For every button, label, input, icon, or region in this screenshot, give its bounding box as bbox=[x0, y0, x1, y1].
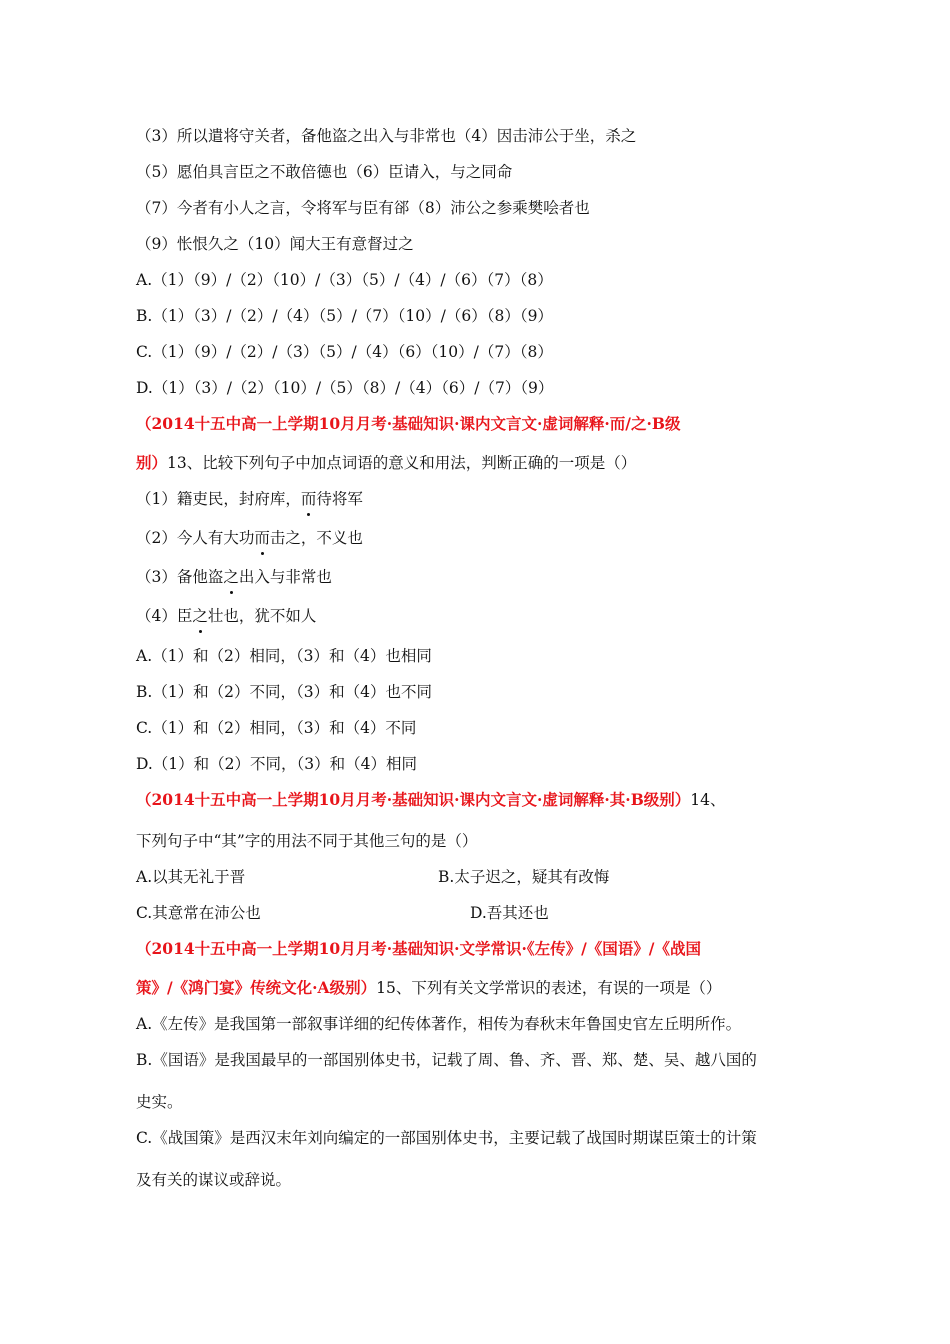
q15-option-b: B.《国语》是我国最早的一部国别体史书，记载了周、鲁、齐、晋、郑、楚、吴、越八国的 bbox=[136, 1051, 757, 1069]
q13-option-d: D.（1）和（2）不同，（3）和（4）相同 bbox=[136, 755, 417, 773]
q13-option-a: A.（1）和（2）相同，（3）和（4）也相同 bbox=[136, 647, 432, 665]
q15-source-tag: （2014十五中高一上学期10月月考·基础知识·文学常识·《左传》/《国语》/《战国 bbox=[136, 939, 701, 958]
q15-question-line bbox=[136, 977, 721, 999]
dotted-word: 而 bbox=[300, 490, 317, 508]
q15-option-c: C.《战国策》是西汉末年刘向编定的一部国别体史书，主要记载了战国时期谋臣策士的计策 bbox=[136, 1129, 757, 1147]
q14-source-tag: （2014十五中高一上学期10月月考·基础知识·课内文言文·虚词解释·其·B级别） bbox=[136, 790, 691, 809]
q12-item-line: （5）愿伯具言臣之不敢倍德也（6）臣请入，与之同命 bbox=[136, 163, 513, 181]
q13-source-tag-end: 别） bbox=[136, 453, 168, 472]
q13-source-tag: （2014十五中高一上学期10月月考·基础知识·课内文言文·虚词解释·而/之·B级 bbox=[136, 414, 681, 433]
q15-source-tag-end: 策》/《鸿门宴》传统文化·A级别） bbox=[136, 978, 377, 997]
q12-option-c: C.（1）（9）/（2）/（3）（5）/（4）（6）（10）/（7）（8） bbox=[136, 343, 553, 361]
q15-question: 15、下列有关文学常识的表述，有误的一项是（） bbox=[376, 979, 722, 997]
q14-option-c: C.其意常在沛公也 bbox=[136, 904, 261, 922]
sentence-text: 壮也，犹不如人 bbox=[207, 607, 317, 625]
q15-option-c-cont: 及有关的谋议或辞说。 bbox=[136, 1171, 292, 1189]
sentence-text: 待将军 bbox=[316, 490, 363, 508]
sentence-text: （1）籍吏民，封府库， bbox=[136, 490, 301, 508]
q12-option-b: B.（1）（3）/（2）/（4）（5）/（7）（10）/（6）（8）（9） bbox=[136, 307, 553, 325]
q14-number: 14、 bbox=[690, 791, 726, 809]
q12-item-line: （7）今者有小人之言，令将军与臣有郤（8）沛公之参乘樊哙者也 bbox=[136, 199, 590, 217]
q13-sentence-3 bbox=[136, 566, 332, 588]
sentence-text: （2）今人有大功 bbox=[136, 529, 255, 547]
q13-option-b: B.（1）和（2）不同，（3）和（4）也不同 bbox=[136, 683, 433, 701]
dotted-word: 之 bbox=[223, 568, 239, 586]
q15-option-b-cont: 史实。 bbox=[136, 1093, 183, 1111]
q14-tag-line bbox=[136, 789, 726, 811]
q15-option-a: A.《左传》是我国第一部叙事详细的纪传体著作，相传为春秋末年鲁国史官左丘明所作。 bbox=[136, 1015, 742, 1033]
q13-sentence-1 bbox=[136, 488, 363, 510]
q12-item-line: （9）怅恨久之（10）闻大王有意督过之 bbox=[136, 235, 414, 253]
q12-item-line: （3）所以遣将守关者，备他盗之出入与非常也（4）因击沛公于坐，杀之 bbox=[136, 127, 637, 145]
q12-option-a: A.（1）（9）/（2）（10）/（3）（5）/（4）/（6）（7）（8） bbox=[136, 271, 553, 289]
q13-question: 13、比较下列句子中加点词语的意义和用法，判断正确的一项是（） bbox=[167, 454, 637, 472]
q14-option-b: B.太子迟之，疑其有改悔 bbox=[438, 868, 610, 886]
dotted-word: 而 bbox=[254, 529, 270, 547]
q13-question-line bbox=[136, 452, 636, 474]
q14-question: 下列句子中“其”字的用法不同于其他三句的是（） bbox=[136, 832, 478, 850]
dotted-word: 之 bbox=[192, 607, 208, 625]
sentence-text: （3）备他盗 bbox=[136, 568, 224, 586]
q14-option-a: A.以其无礼于晋 bbox=[136, 868, 246, 886]
q13-option-c: C.（1）和（2）相同，（3）和（4）不同 bbox=[136, 719, 417, 737]
sentence-text: 出入与非常也 bbox=[238, 568, 332, 586]
q13-sentence-2 bbox=[136, 527, 363, 549]
q13-sentence-4 bbox=[136, 605, 316, 627]
q14-option-d: D.吾其还也 bbox=[470, 904, 549, 922]
sentence-text: （4）臣 bbox=[136, 607, 193, 625]
sentence-text: 击之，不义也 bbox=[269, 529, 363, 547]
q12-option-d: D.（1）（3）/（2）（10）/（5）（8）/（4）（6）/（7）（9） bbox=[136, 379, 554, 397]
